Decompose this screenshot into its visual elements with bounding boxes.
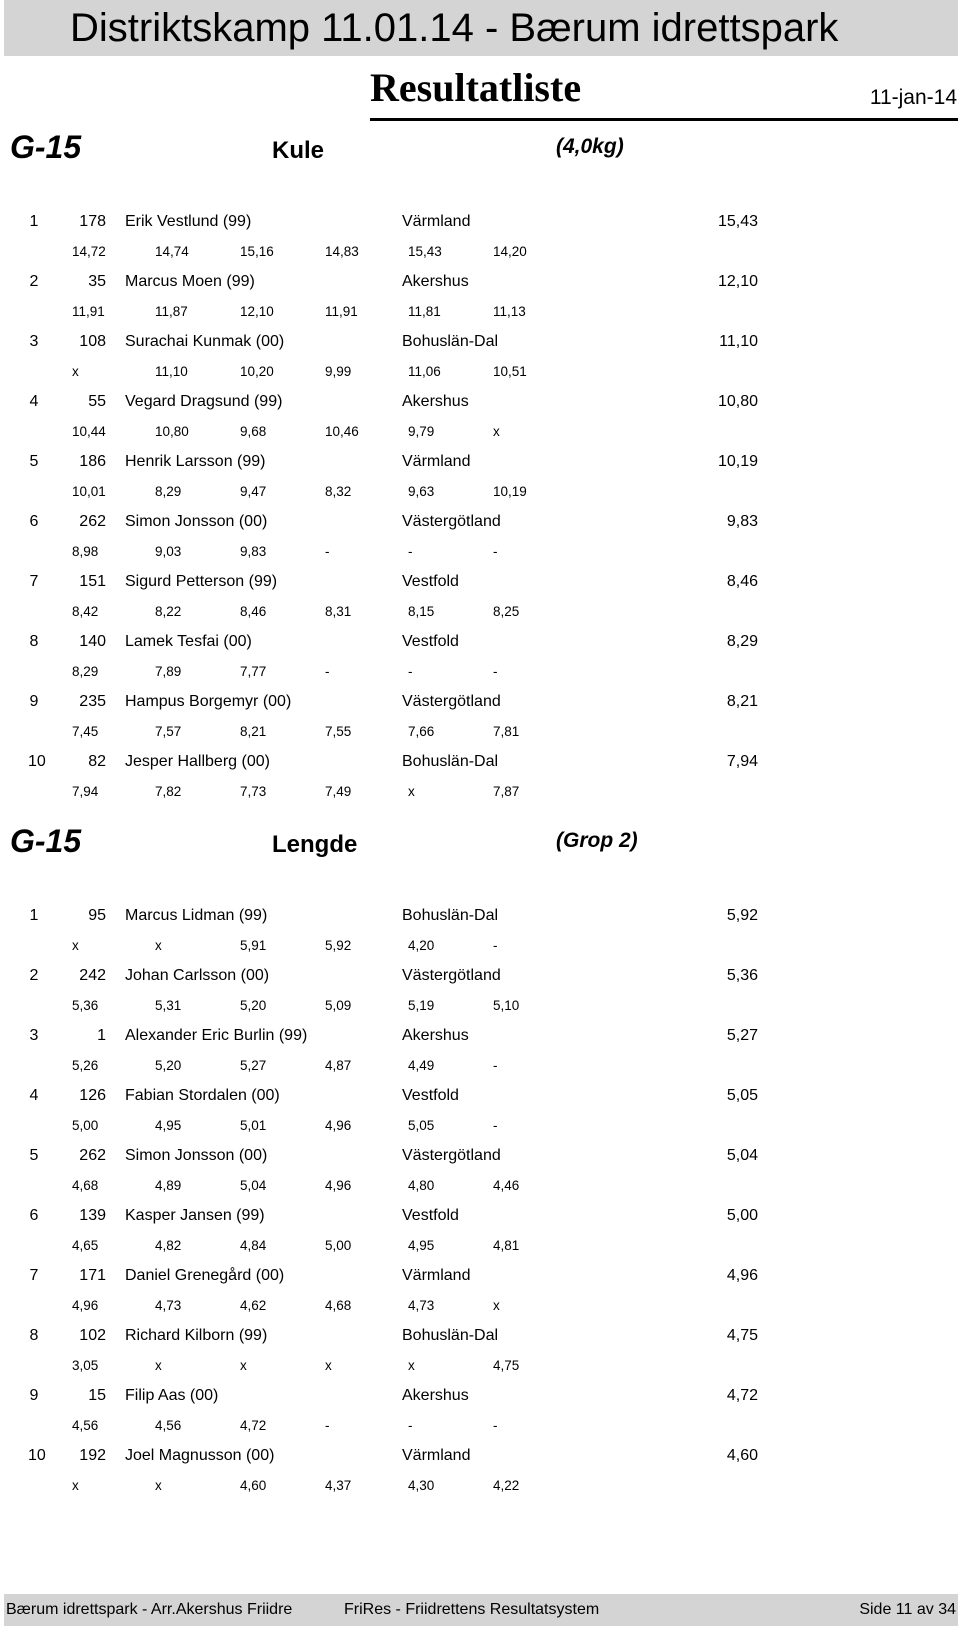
attempt-6: - <box>493 1118 498 1133</box>
athlete-name: Surachai Kunmak (00) <box>125 333 285 350</box>
attempt-1: x <box>72 938 79 953</box>
footer-system: FriRes - Friidrettens Resultatsystem <box>344 1601 600 1618</box>
header-banner <box>4 0 958 56</box>
placing: 4 <box>29 393 39 410</box>
attempt-2: 5,31 <box>155 998 182 1013</box>
attempt-1: 5,36 <box>72 998 99 1013</box>
team-name: Värmland <box>402 453 471 470</box>
best-result: 5,27 <box>726 1027 758 1044</box>
result-row <box>0 750 960 774</box>
attempt-5: 15,43 <box>408 244 442 259</box>
placing: 4 <box>29 1087 39 1104</box>
attempts-row <box>0 1294 960 1318</box>
attempt-3: 9,83 <box>240 544 267 559</box>
attempt-5: 4,95 <box>408 1238 435 1253</box>
attempt-2: 8,22 <box>155 604 182 619</box>
team-name: Vestfold <box>402 1087 459 1104</box>
attempts-row <box>0 780 960 804</box>
attempt-4: - <box>325 1418 330 1433</box>
attempt-3: 10,20 <box>240 364 274 379</box>
athlete-name: Simon Jonsson (00) <box>125 1147 268 1164</box>
attempt-3: 5,04 <box>240 1178 267 1193</box>
bib-number: 126 <box>79 1087 106 1104</box>
attempt-4: 8,31 <box>325 604 352 619</box>
best-result: 10,19 <box>717 453 758 470</box>
placing: 5 <box>29 1147 39 1164</box>
placing: 2 <box>29 273 39 290</box>
attempt-5: - <box>408 664 413 679</box>
result-row <box>0 270 960 294</box>
placing: 3 <box>29 1027 39 1044</box>
attempts-row <box>0 240 960 264</box>
result-row <box>0 1384 960 1408</box>
bib-number: 178 <box>79 213 106 230</box>
attempt-4: 10,46 <box>325 424 359 439</box>
document-heading: Resultatliste <box>370 65 582 110</box>
placing: 1 <box>29 907 39 924</box>
bib-number: 55 <box>88 393 106 410</box>
athlete-name: Marcus Moen (99) <box>125 273 255 290</box>
attempt-5: 4,80 <box>408 1178 435 1193</box>
team-name: Akershus <box>402 1027 469 1044</box>
attempt-1: 14,72 <box>72 244 106 259</box>
result-row <box>0 1264 960 1288</box>
attempt-2: x <box>155 938 162 953</box>
athlete-name: Jesper Hallberg (00) <box>125 753 270 770</box>
attempt-6: - <box>493 938 498 953</box>
placing: 2 <box>29 967 39 984</box>
placing: 6 <box>29 513 39 530</box>
placing: 10 <box>28 1447 46 1464</box>
bib-number: 140 <box>79 633 106 650</box>
event-name: Kule <box>272 137 325 164</box>
attempt-4: 14,83 <box>325 244 359 259</box>
attempts-row <box>0 480 960 504</box>
event-class-label: G-15 <box>10 129 82 165</box>
bib-number: 151 <box>79 573 106 590</box>
bib-number: 1 <box>97 1027 106 1044</box>
athlete-name: Joel Magnusson (00) <box>125 1447 275 1464</box>
attempts-row <box>0 720 960 744</box>
athlete-name: Lamek Tesfai (00) <box>125 633 252 650</box>
attempt-1: 7,45 <box>72 724 99 739</box>
bib-number: 235 <box>79 693 106 710</box>
result-row <box>0 1024 960 1048</box>
bib-number: 262 <box>79 1147 106 1164</box>
attempt-4: - <box>325 664 330 679</box>
attempts-row <box>0 1474 960 1498</box>
attempt-1: 10,01 <box>72 484 106 499</box>
best-result: 5,04 <box>726 1147 758 1164</box>
attempt-2: 5,20 <box>155 1058 182 1073</box>
attempt-6: - <box>493 1418 498 1433</box>
attempt-5: 9,63 <box>408 484 435 499</box>
attempt-4: 11,91 <box>325 304 358 319</box>
bib-number: 139 <box>79 1207 106 1224</box>
attempt-4: 5,00 <box>325 1238 352 1253</box>
meet-title: Distriktskamp 11.01.14 - Bærum idrettspark <box>70 6 839 50</box>
attempt-4: 4,37 <box>325 1478 352 1493</box>
best-result: 4,60 <box>726 1447 758 1464</box>
bib-number: 15 <box>88 1387 106 1404</box>
team-name: Bohuslän-Dal <box>402 333 499 350</box>
attempt-5: - <box>408 1418 413 1433</box>
bib-number: 192 <box>79 1447 106 1464</box>
bib-number: 108 <box>79 333 106 350</box>
attempt-2: 11,10 <box>155 364 188 379</box>
attempt-2: 4,73 <box>155 1298 182 1313</box>
placing: 8 <box>29 1327 39 1344</box>
attempt-6: 4,81 <box>493 1238 520 1253</box>
attempt-6: - <box>493 1058 498 1073</box>
attempt-3: 8,46 <box>240 604 267 619</box>
attempt-5: 9,79 <box>408 424 435 439</box>
attempt-6: x <box>493 1298 500 1313</box>
attempt-1: 11,91 <box>72 304 105 319</box>
attempts-row <box>0 540 960 564</box>
athlete-name: Erik Vestlund (99) <box>125 213 252 230</box>
attempt-6: 10,19 <box>493 484 527 499</box>
attempt-3: 4,84 <box>240 1238 267 1253</box>
attempt-3: 4,72 <box>240 1418 267 1433</box>
attempt-4: 9,99 <box>325 364 352 379</box>
attempts-row <box>0 1414 960 1438</box>
attempt-2: 7,57 <box>155 724 182 739</box>
attempt-4: 7,49 <box>325 784 352 799</box>
result-row <box>0 690 960 714</box>
attempt-6: - <box>493 544 498 559</box>
attempt-2: x <box>155 1358 162 1373</box>
attempt-6: 11,13 <box>493 304 526 319</box>
placing: 9 <box>29 1387 39 1404</box>
team-name: Bohuslän-Dal <box>402 1327 499 1344</box>
attempt-3: 5,91 <box>240 938 267 953</box>
team-name: Akershus <box>402 393 469 410</box>
attempts-row <box>0 934 960 958</box>
attempts-row <box>0 1054 960 1078</box>
placing: 6 <box>29 1207 39 1224</box>
result-row <box>0 904 960 928</box>
attempt-2: 4,56 <box>155 1418 182 1433</box>
result-row <box>0 390 960 414</box>
attempt-5: 11,81 <box>408 304 441 319</box>
attempt-4: - <box>325 544 330 559</box>
result-row <box>0 1444 960 1468</box>
attempt-1: x <box>72 364 79 379</box>
footer-page-number: Side 11 av 34 <box>859 1601 956 1618</box>
attempt-3: 8,21 <box>240 724 267 739</box>
result-row <box>0 570 960 594</box>
attempt-5: x <box>408 784 415 799</box>
best-result: 5,36 <box>726 967 758 984</box>
attempt-2: x <box>155 1478 162 1493</box>
team-name: Värmland <box>402 1447 471 1464</box>
athlete-name: Sigurd Petterson (99) <box>125 573 278 590</box>
attempt-4: 7,55 <box>325 724 352 739</box>
attempt-6: 8,25 <box>493 604 520 619</box>
best-result: 9,83 <box>726 513 758 530</box>
athlete-name: Richard Kilborn (99) <box>125 1327 268 1344</box>
attempt-5: 4,30 <box>408 1478 435 1493</box>
best-result: 7,94 <box>726 753 758 770</box>
attempt-5: 11,06 <box>408 364 441 379</box>
team-name: Västergötland <box>402 1147 501 1164</box>
result-row <box>0 1324 960 1348</box>
placing: 8 <box>29 633 39 650</box>
event-note: (4,0kg) <box>556 135 624 158</box>
best-result: 12,10 <box>717 273 758 290</box>
athlete-name: Johan Carlsson (00) <box>125 967 270 984</box>
attempts-row <box>0 300 960 324</box>
placing: 10 <box>28 753 46 770</box>
attempt-5: - <box>408 544 413 559</box>
attempt-3: 5,20 <box>240 998 267 1013</box>
result-row <box>0 630 960 654</box>
best-result: 8,46 <box>726 573 758 590</box>
bib-number: 171 <box>79 1267 106 1284</box>
attempt-5: 5,05 <box>408 1118 435 1133</box>
athlete-name: Vegard Dragsund (99) <box>125 393 283 410</box>
result-row <box>0 1084 960 1108</box>
result-row <box>0 330 960 354</box>
attempts-row <box>0 1114 960 1138</box>
attempt-3: 5,01 <box>240 1118 267 1133</box>
best-result: 5,00 <box>726 1207 758 1224</box>
attempt-1: x <box>72 1478 79 1493</box>
result-row <box>0 964 960 988</box>
attempt-3: 5,27 <box>240 1058 267 1073</box>
attempt-1: 8,29 <box>72 664 99 679</box>
heading-divider <box>370 118 958 121</box>
attempt-5: 7,66 <box>408 724 435 739</box>
team-name: Värmland <box>402 1267 471 1284</box>
best-result: 8,21 <box>726 693 758 710</box>
attempt-2: 4,82 <box>155 1238 182 1253</box>
attempt-3: 9,68 <box>240 424 267 439</box>
footer-venue: Bærum idrettspark - Arr.Akershus Friidre <box>6 1601 293 1618</box>
document-date: 11-jan-14 <box>869 86 957 109</box>
attempt-3: 7,77 <box>240 664 267 679</box>
attempt-2: 10,80 <box>155 424 189 439</box>
attempt-6: 7,81 <box>493 724 520 739</box>
result-row <box>0 510 960 534</box>
placing: 7 <box>29 573 39 590</box>
attempt-6: - <box>493 664 498 679</box>
attempt-1: 8,98 <box>72 544 99 559</box>
bib-number: 262 <box>79 513 106 530</box>
attempts-row <box>0 1234 960 1258</box>
attempt-3: 4,62 <box>240 1298 267 1313</box>
attempt-5: 4,20 <box>408 938 435 953</box>
placing: 7 <box>29 1267 39 1284</box>
attempt-1: 4,65 <box>72 1238 99 1253</box>
best-result: 5,92 <box>726 907 758 924</box>
team-name: Vestfold <box>402 1207 459 1224</box>
attempt-2: 4,95 <box>155 1118 182 1133</box>
team-name: Värmland <box>402 213 471 230</box>
best-result: 10,80 <box>717 393 758 410</box>
placing: 3 <box>29 333 39 350</box>
attempt-1: 3,05 <box>72 1358 99 1373</box>
attempt-6: 4,46 <box>493 1178 520 1193</box>
best-result: 4,96 <box>726 1267 758 1284</box>
bib-number: 95 <box>88 907 106 924</box>
attempt-5: x <box>408 1358 415 1373</box>
team-name: Vestfold <box>402 633 459 650</box>
event-class-label: G-15 <box>10 823 82 859</box>
placing: 9 <box>29 693 39 710</box>
athlete-name: Daniel Grenegård (00) <box>125 1267 285 1284</box>
attempt-3: 9,47 <box>240 484 267 499</box>
attempt-1: 4,56 <box>72 1418 99 1433</box>
team-name: Västergötland <box>402 513 501 530</box>
attempt-6: 7,87 <box>493 784 520 799</box>
attempt-5: 4,73 <box>408 1298 435 1313</box>
attempts-row <box>0 1174 960 1198</box>
team-name: Västergötland <box>402 693 501 710</box>
attempt-1: 5,26 <box>72 1058 99 1073</box>
attempt-2: 11,87 <box>155 304 188 319</box>
attempt-4: 4,96 <box>325 1118 352 1133</box>
attempts-row <box>0 1354 960 1378</box>
athlete-name: Kasper Jansen (99) <box>125 1207 265 1224</box>
attempt-2: 14,74 <box>155 244 189 259</box>
attempt-6: 5,10 <box>493 998 520 1013</box>
result-row <box>0 450 960 474</box>
bib-number: 186 <box>79 453 106 470</box>
athlete-name: Simon Jonsson (00) <box>125 513 268 530</box>
result-row <box>0 210 960 234</box>
attempt-3: 4,60 <box>240 1478 267 1493</box>
attempts-row <box>0 994 960 1018</box>
attempt-3: 7,73 <box>240 784 267 799</box>
best-result: 4,72 <box>726 1387 758 1404</box>
attempt-3: 12,10 <box>240 304 274 319</box>
event-note: (Grop 2) <box>556 829 638 852</box>
attempt-4: 5,92 <box>325 938 352 953</box>
athlete-name: Marcus Lidman (99) <box>125 907 268 924</box>
attempt-4: 4,96 <box>325 1178 352 1193</box>
best-result: 4,75 <box>726 1327 758 1344</box>
footer-bar <box>4 1594 958 1626</box>
attempts-row <box>0 600 960 624</box>
athlete-name: Henrik Larsson (99) <box>125 453 266 470</box>
attempt-1: 4,68 <box>72 1178 99 1193</box>
attempt-6: 4,75 <box>493 1358 520 1373</box>
best-result: 5,05 <box>726 1087 758 1104</box>
attempt-4: 8,32 <box>325 484 352 499</box>
best-result: 11,10 <box>719 333 758 350</box>
team-name: Akershus <box>402 273 469 290</box>
attempt-3: x <box>240 1358 247 1373</box>
attempt-2: 7,89 <box>155 664 182 679</box>
attempt-4: 4,87 <box>325 1058 352 1073</box>
attempt-1: 7,94 <box>72 784 99 799</box>
attempt-6: 14,20 <box>493 244 527 259</box>
placing: 5 <box>29 453 39 470</box>
bib-number: 82 <box>88 753 106 770</box>
attempt-4: 4,68 <box>325 1298 352 1313</box>
team-name: Bohuslän-Dal <box>402 907 499 924</box>
team-name: Akershus <box>402 1387 469 1404</box>
attempt-6: 10,51 <box>493 364 527 379</box>
bib-number: 242 <box>79 967 106 984</box>
attempt-4: x <box>325 1358 332 1373</box>
attempts-row <box>0 660 960 684</box>
team-name: Bohuslän-Dal <box>402 753 499 770</box>
attempt-1: 8,42 <box>72 604 99 619</box>
result-row <box>0 1204 960 1228</box>
attempts-row <box>0 420 960 444</box>
athlete-name: Hampus Borgemyr (00) <box>125 693 292 710</box>
best-result: 8,29 <box>726 633 758 650</box>
attempt-2: 7,82 <box>155 784 182 799</box>
attempts-row <box>0 360 960 384</box>
attempt-5: 4,49 <box>408 1058 435 1073</box>
attempt-6: 4,22 <box>493 1478 520 1493</box>
attempt-4: 5,09 <box>325 998 352 1013</box>
team-name: Vestfold <box>402 573 459 590</box>
team-name: Västergötland <box>402 967 501 984</box>
attempt-2: 4,89 <box>155 1178 182 1193</box>
athlete-name: Alexander Eric Burlin (99) <box>125 1027 308 1044</box>
result-row <box>0 1144 960 1168</box>
attempt-5: 5,19 <box>408 998 435 1013</box>
attempt-1: 10,44 <box>72 424 106 439</box>
attempt-2: 9,03 <box>155 544 182 559</box>
athlete-name: Fabian Stordalen (00) <box>125 1087 280 1104</box>
bib-number: 102 <box>79 1327 106 1344</box>
attempt-1: 4,96 <box>72 1298 99 1313</box>
attempt-6: x <box>493 424 500 439</box>
attempt-1: 5,00 <box>72 1118 99 1133</box>
attempt-3: 15,16 <box>240 244 274 259</box>
best-result: 15,43 <box>717 213 758 230</box>
attempt-2: 8,29 <box>155 484 182 499</box>
bib-number: 35 <box>88 273 106 290</box>
event-name: Lengde <box>272 831 358 858</box>
athlete-name: Filip Aas (00) <box>125 1387 219 1404</box>
attempt-5: 8,15 <box>408 604 435 619</box>
placing: 1 <box>29 213 39 230</box>
